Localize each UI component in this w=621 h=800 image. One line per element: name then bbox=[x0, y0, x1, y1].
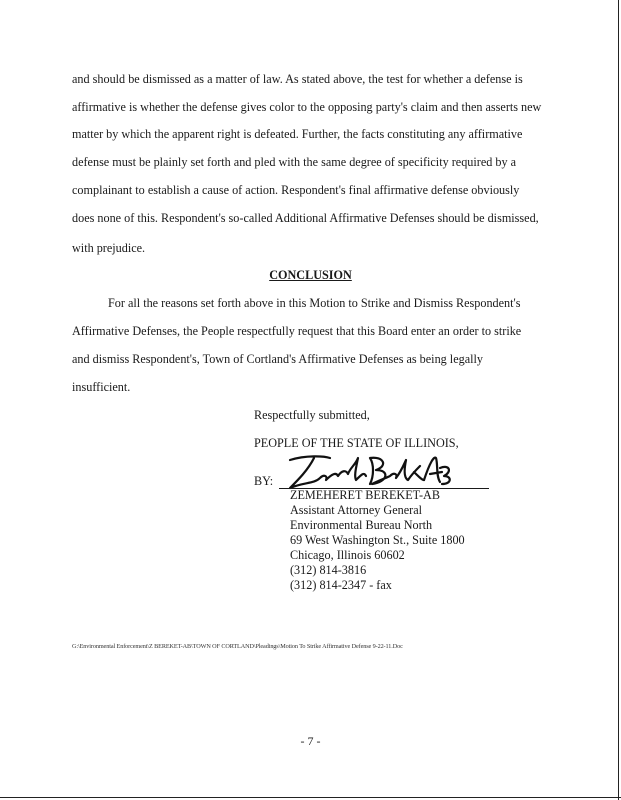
signer-name: ZEMEHERET BEREKET-AB bbox=[290, 488, 440, 502]
body-line: affirmative is whether the defense gives color to the opposing party's claim and then asserts new bbox=[72, 100, 542, 114]
body-line: complainant to establish a cause of action. Respondent's final affirmative defense obviously bbox=[72, 183, 520, 197]
body-line: matter by which the apparent right is defeated. Further, the facts constituting any affirmative bbox=[72, 127, 523, 141]
signer-address-1: 69 West Washington St., Suite 1800 bbox=[290, 533, 465, 547]
signer-title: Assistant Attorney General bbox=[290, 503, 423, 517]
body-line: and should be dismissed as a matter of law. As stated above, the test for whether a defense is bbox=[72, 72, 523, 86]
page-edge-bottom bbox=[0, 797, 621, 798]
conclusion-line: and dismiss Respondent's, Town of Cortland's Affirmative Defenses as being legally bbox=[72, 352, 483, 366]
signer-address-2: Chicago, Illinois 60602 bbox=[290, 548, 405, 562]
body-line: with prejudice. bbox=[72, 241, 146, 255]
file-path-footer: G:\Environmental Enforcement\Z BEREKET-AB\TOWN OF CORTLAND\Pleadings\Motion To Strike Affirmative Defense 9-22-11.Doc bbox=[72, 643, 403, 650]
body-line: does none of this. Respondent's so-called Additional Affirmative Defenses should be dismissed, bbox=[72, 211, 539, 225]
conclusion-line: insufficient. bbox=[72, 380, 131, 394]
conclusion-heading: CONCLUSION bbox=[269, 268, 352, 282]
page-edge-right bbox=[618, 0, 619, 800]
body-line: defense must be plainly set forth and pled with the same degree of specificity required by a bbox=[72, 155, 517, 169]
by-label: BY: bbox=[254, 474, 274, 488]
conclusion-line: For all the reasons set forth above in this Motion to Strike and Dismiss Respondent's bbox=[108, 296, 521, 310]
conclusion-line: Affirmative Defenses, the People respectfully request that this Board enter an order to strike bbox=[72, 324, 522, 338]
signer-phone: (312) 814-3816 bbox=[290, 563, 367, 577]
handwritten-signature bbox=[284, 452, 454, 492]
party-name: PEOPLE OF THE STATE OF ILLINOIS, bbox=[254, 436, 459, 450]
page-number: - 7 - bbox=[300, 734, 321, 748]
signer-bureau: Environmental Bureau North bbox=[290, 518, 433, 532]
closing-text: Respectfully submitted, bbox=[254, 408, 370, 422]
signer-fax: (312) 814-2347 - fax bbox=[290, 578, 392, 592]
